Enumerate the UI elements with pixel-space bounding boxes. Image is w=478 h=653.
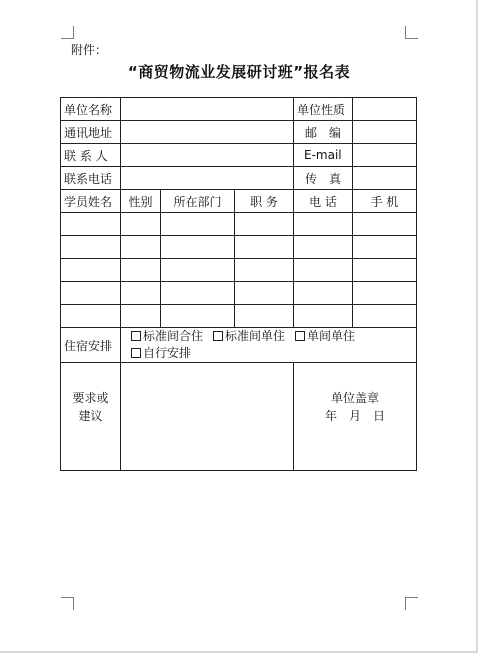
table-row — [61, 98, 417, 121]
table-row — [61, 144, 417, 167]
seal-cell — [294, 363, 417, 471]
table-row — [61, 259, 417, 282]
contact-field[interactable] — [121, 144, 294, 167]
table-cell[interactable] — [161, 236, 235, 259]
fax-field[interactable] — [353, 167, 417, 190]
suggestion-label-line2: 建议 — [78, 408, 103, 423]
attachment-label: 附件： — [71, 43, 108, 57]
table-cell[interactable] — [353, 282, 417, 305]
table-cell[interactable] — [121, 236, 161, 259]
unit-name-field[interactable] — [121, 98, 294, 121]
header-telephone: 电 话 — [294, 190, 353, 213]
table-cell[interactable] — [353, 259, 417, 282]
table-cell[interactable] — [235, 236, 294, 259]
unit-nature-label: 单位性质 — [294, 98, 353, 121]
suggestion-label-line1: 要求或 — [72, 390, 109, 405]
date-label: 年 月 日 — [325, 408, 386, 423]
phone-label: 联系电话 — [61, 167, 121, 190]
table-cell[interactable] — [294, 282, 353, 305]
table-cell[interactable] — [294, 213, 353, 236]
option-self-arranged[interactable] — [131, 345, 191, 362]
header-trainee-name: 学员姓名 — [61, 190, 121, 213]
table-cell[interactable] — [161, 305, 235, 328]
table-cell[interactable] — [161, 213, 235, 236]
crop-mark-bottom-left — [61, 597, 74, 610]
table-cell[interactable] — [353, 236, 417, 259]
unit-nature-field[interactable] — [353, 98, 417, 121]
address-label: 通讯地址 — [61, 121, 121, 144]
seal-label: 单位盖章 — [331, 390, 380, 405]
postcode-field[interactable] — [353, 121, 417, 144]
table-cell[interactable] — [61, 282, 121, 305]
table-cell[interactable] — [161, 259, 235, 282]
checkbox-icon — [131, 331, 141, 341]
table-cell[interactable] — [235, 305, 294, 328]
table-cell[interactable] — [235, 213, 294, 236]
header-mobile: 手 机 — [353, 190, 417, 213]
crop-mark-top-left — [61, 26, 74, 39]
table-cell[interactable] — [294, 305, 353, 328]
unit-name-label: 单位名称 — [61, 98, 121, 121]
checkbox-icon — [213, 331, 223, 341]
option-label: 标准间合住 — [143, 329, 204, 343]
accommodation-options — [121, 328, 417, 363]
table-cell[interactable] — [235, 259, 294, 282]
suggestion-row — [61, 363, 417, 471]
email-label: E-mail — [294, 144, 353, 167]
table-row — [61, 236, 417, 259]
suggestion-label — [61, 363, 121, 471]
postcode-label: 邮 编 — [294, 121, 353, 144]
phone-field[interactable] — [121, 167, 294, 190]
email-field[interactable] — [353, 144, 417, 167]
registration-table — [60, 97, 417, 471]
header-department: 所在部门 — [161, 190, 235, 213]
form-title: “商贸物流业发展研讨班”报名表 — [127, 63, 351, 81]
checkbox-icon — [131, 348, 141, 358]
table-cell[interactable] — [294, 236, 353, 259]
table-cell[interactable] — [121, 305, 161, 328]
table-cell[interactable] — [161, 282, 235, 305]
table-row — [61, 167, 417, 190]
table-cell[interactable] — [61, 305, 121, 328]
table-cell[interactable] — [294, 259, 353, 282]
table-cell[interactable] — [121, 259, 161, 282]
option-single-room[interactable] — [295, 328, 355, 345]
table-cell[interactable] — [353, 213, 417, 236]
table-header-row — [61, 190, 417, 213]
table-cell[interactable] — [61, 213, 121, 236]
option-label: 标准间单住 — [225, 329, 286, 343]
option-standard-single[interactable] — [213, 328, 285, 345]
suggestion-field[interactable] — [121, 363, 294, 471]
table-row — [61, 213, 417, 236]
table-cell[interactable] — [235, 282, 294, 305]
accommodation-label: 住宿安排 — [61, 328, 121, 363]
table-cell[interactable] — [121, 282, 161, 305]
contact-label: 联 系 人 — [61, 144, 121, 167]
table-cell[interactable] — [61, 236, 121, 259]
table-cell[interactable] — [353, 305, 417, 328]
checkbox-icon — [295, 331, 305, 341]
table-row — [61, 305, 417, 328]
crop-mark-bottom-right — [405, 597, 418, 610]
crop-mark-top-right — [405, 26, 418, 39]
address-field[interactable] — [121, 121, 294, 144]
header-position: 职 务 — [235, 190, 294, 213]
table-cell[interactable] — [121, 213, 161, 236]
option-standard-shared[interactable] — [131, 328, 203, 345]
option-label: 自行安排 — [143, 346, 192, 360]
header-gender: 性别 — [121, 190, 161, 213]
table-cell[interactable] — [61, 259, 121, 282]
fax-label: 传 真 — [294, 167, 353, 190]
table-row — [61, 121, 417, 144]
option-label: 单间单住 — [307, 329, 356, 343]
accommodation-row — [61, 328, 417, 363]
table-row — [61, 282, 417, 305]
